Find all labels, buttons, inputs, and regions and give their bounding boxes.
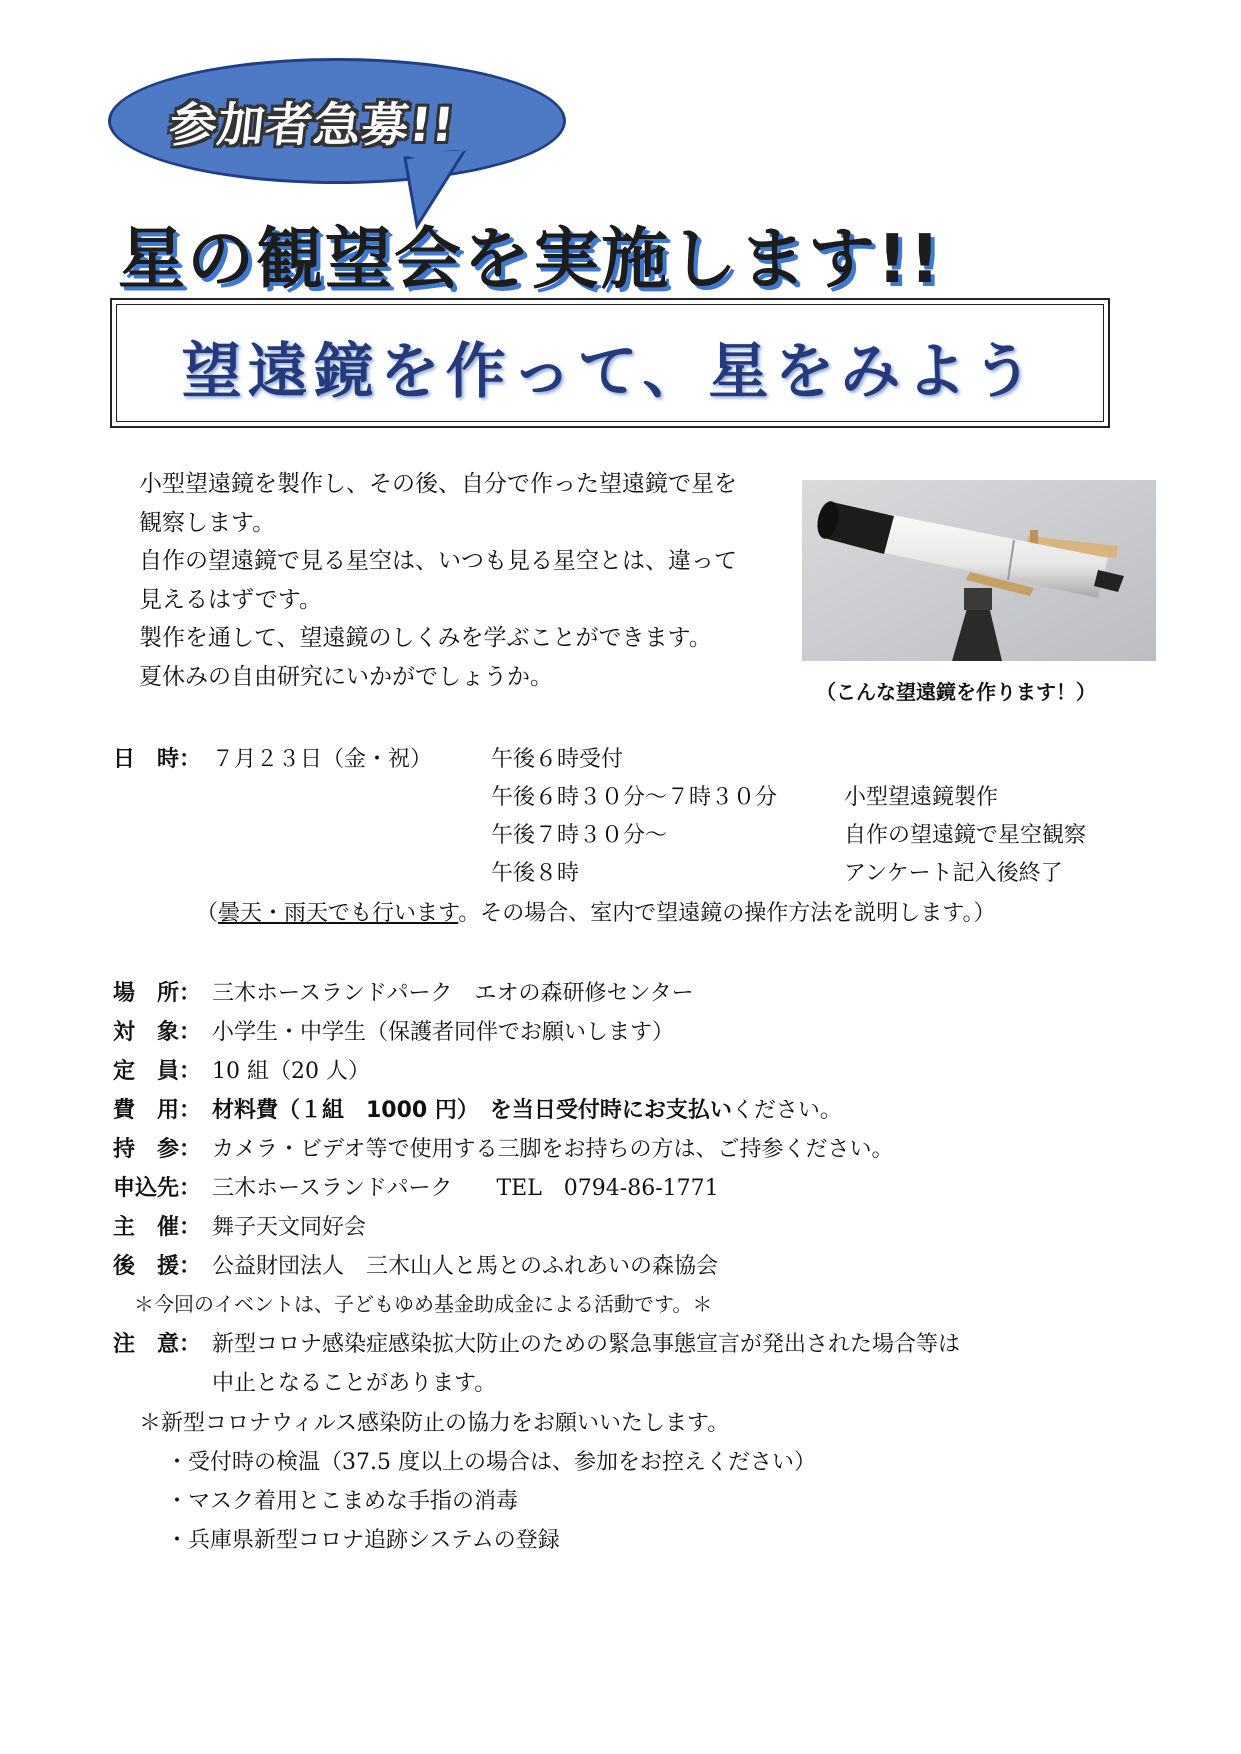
schedule-activity: アンケート記入後終了 bbox=[844, 861, 1063, 886]
caution-line: 中止となることがあります。 bbox=[212, 1371, 497, 1396]
photo-caption: （こんな望遠鏡を作ります！） bbox=[816, 680, 1096, 704]
intro-line: 自作の望遠鏡で見る星空は、いつも見る星空とは、違って bbox=[139, 548, 737, 575]
weather-note bbox=[196, 896, 996, 927]
weather-note-open: （ bbox=[196, 901, 219, 926]
weather-note-rest: 。その場合、室内で望遠鏡の操作方法を説明します。） bbox=[458, 901, 996, 926]
schedule-time: 午後６時３０分～７時３０分 bbox=[491, 785, 778, 810]
page-title: 星の観望会を実施します!! bbox=[118, 220, 943, 298]
cost-bold: 材料費（１組 1000 円） を当日受付時にお支払い bbox=[212, 1098, 732, 1123]
fund-note: ＊今回のイベントは、子どもゆめ基金助成金による活動です。＊ bbox=[134, 1292, 713, 1316]
schedule-time: 午後６時受付 bbox=[491, 747, 624, 772]
schedule-date: ７月２３日（金・祝） bbox=[212, 747, 433, 772]
telescope-photo bbox=[802, 480, 1156, 661]
bring-value: カメラ・ビデオ等で使用する三脚をお持ちの方は、ご持参ください。 bbox=[212, 1137, 894, 1162]
schedule-time: 午後８時 bbox=[491, 861, 580, 886]
cost-label: 費 用： bbox=[113, 1098, 202, 1123]
support-value: 公益財団法人 三木山人と馬とのふれあいの森協会 bbox=[212, 1254, 719, 1279]
host-label: 主 催： bbox=[113, 1215, 202, 1240]
intro-line: 夏休みの自由研究にいかがでしょうか。 bbox=[139, 663, 553, 690]
apply-label: 申込先： bbox=[113, 1176, 202, 1201]
recruit-banner-text: 参加者急募!! bbox=[166, 98, 458, 153]
caution-label: 注 意： bbox=[113, 1332, 202, 1357]
bring-label: 持 参： bbox=[113, 1137, 202, 1162]
apply-value: 三木ホースランドパーク TEL 0794-86-1771 bbox=[212, 1176, 719, 1201]
intro-text bbox=[139, 465, 737, 697]
schedule-label: 日 時： bbox=[113, 747, 202, 772]
subtitle: 望遠鏡を作って、星をみよう bbox=[181, 337, 1039, 407]
schedule-activity: 自作の望遠鏡で星空観察 bbox=[844, 823, 1087, 848]
intro-line: 見えるはずです。 bbox=[139, 586, 322, 613]
intro-line: 観察します。 bbox=[139, 509, 276, 536]
covid-note: ＊新型コロナウィルス感染防止の協力をお願いいたします。 bbox=[139, 1411, 730, 1436]
cost-value bbox=[212, 1093, 842, 1124]
caution-line: 新型コロナ感染症感染拡大防止のための緊急事態宣言が発出された場合等は bbox=[212, 1332, 961, 1357]
weather-note-underlined: 曇天・雨天でも行います bbox=[218, 901, 459, 926]
intro-line: 製作を通して、望遠鏡のしくみを学ぶことができます。 bbox=[139, 625, 712, 652]
covid-item: ・マスク着用とこまめな手指の消毒 bbox=[166, 1489, 519, 1514]
schedule-activity: 小型望遠鏡製作 bbox=[844, 785, 999, 810]
place-value: 三木ホースランドパーク エオの森研修センター bbox=[212, 981, 694, 1006]
place-label: 場 所： bbox=[113, 981, 202, 1006]
host-value: 舞子天文同好会 bbox=[212, 1215, 367, 1240]
covid-item: ・受付時の検温（37.5 度以上の場合は、参加をお控えください） bbox=[166, 1450, 816, 1475]
support-label: 後 援： bbox=[113, 1254, 202, 1279]
target-value: 小学生・中学生（保護者同伴でお願いします） bbox=[212, 1020, 675, 1045]
cost-rest: ください。 bbox=[731, 1098, 842, 1123]
covid-item: ・兵庫県新型コロナ追跡システムの登録 bbox=[166, 1528, 560, 1553]
target-label: 対 象： bbox=[113, 1020, 202, 1045]
capacity-value: 10 組（20 人） bbox=[212, 1059, 370, 1084]
subtitle-frame bbox=[110, 298, 1110, 428]
intro-line: 小型望遠鏡を製作し、その後、自分で作った望遠鏡で星を bbox=[139, 471, 737, 497]
schedule-time: 午後７時３０分～ bbox=[491, 823, 668, 848]
capacity-label: 定 員： bbox=[113, 1059, 202, 1084]
